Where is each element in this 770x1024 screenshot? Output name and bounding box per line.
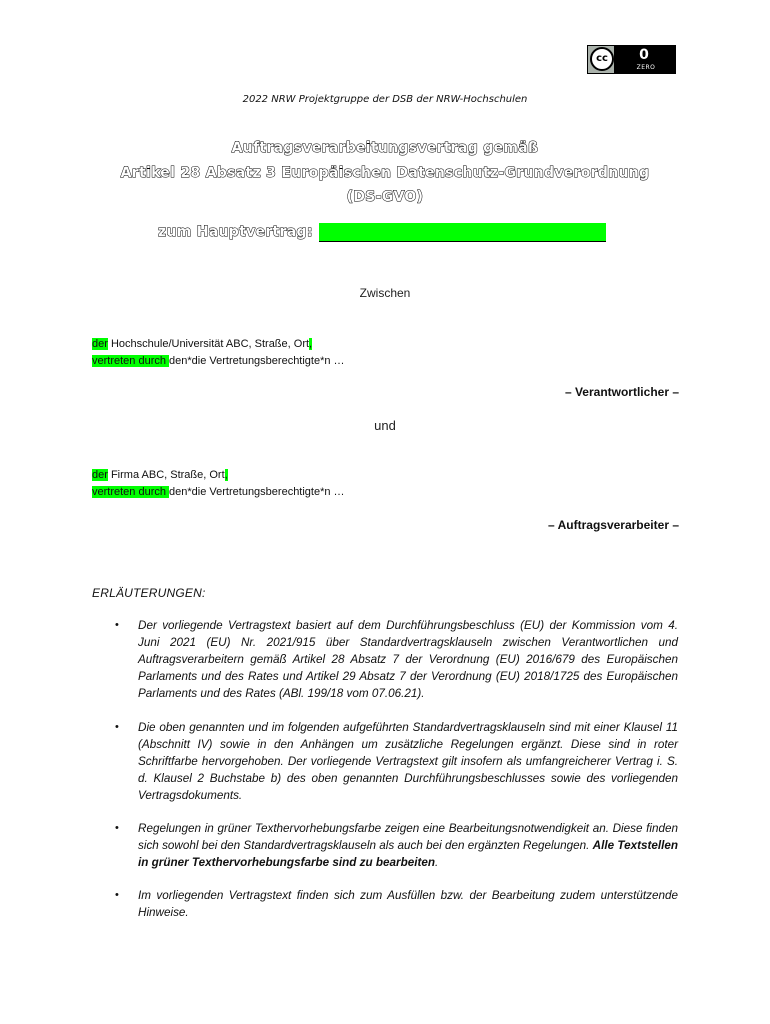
role-controller: – Verantwortlicher – (564, 385, 679, 399)
party-controller-line1 (92, 336, 345, 353)
list-item-text: Der vorliegende Vertragstext basiert auf dem Durchführungsbeschluss (EU) der Kommission vom 4. Juni 2021 (EU) Nr. 2021/915 über Standardvertragsklauseln zwischen Verantwortlichen und Auftragsverarbeitern gemäß Artikel 28 Absatz 7 der Verordnung (EU) 2016/679 des Europäischen Parlaments und des Rates und Artikel 29 Absatz 7 der Verordnung (EU) 2018/1725 des Europäischen Parlaments und des Rates (ABl. 199/18 vom 07.06.21). (138, 619, 678, 700)
list-item-text: Regelungen in grüner Texthervorhebungsfarbe zeigen eine Bearbeitungsnotwendigkeit an. Diese finden sich sowohl bei den Standardvertragsklauseln als auch bei den ergänzten Regelungen. (138, 822, 678, 852)
zero-icon: 0 (639, 47, 649, 63)
bullet-icon: • (115, 822, 119, 834)
party-controller-prefix[interactable]: der (92, 338, 108, 350)
erlaeuterungen-heading: ERLÄUTERUNGEN: (92, 586, 206, 600)
party-controller-rep: den*die Vertretungsberechtigte*n … (169, 355, 345, 367)
list-item-end: . (435, 856, 439, 869)
zero-label: ZERO (636, 64, 656, 71)
erlaeuterungen-list-4 (92, 887, 678, 921)
party-processor-name: Firma ABC, Straße, Ort (107, 469, 225, 481)
list-item-text: Im vorliegenden Vertragstext finden sich zum Ausfüllen bzw. der Bearbeitung zudem unterstützende Hinweise. (138, 889, 678, 919)
list-item-text: Die oben genannten und im folgenden aufgeführten Standardvertragsklauseln sind mit einer Klausel 11 (Abschnitt IV) sowie in den Anhängen um zusätzliche Regelungen ergänzt. Diese sind in roter Schriftfarbe hervorgehoben. Der vorliegende Vertragstext gilt insofern als umfangreicherer Vertrag i. S. d. Klausel 2 Buchstabe b) des oben genannten Durchführungsbeschlusses sowie des vorliegenden Vertragsdokuments. (138, 721, 678, 802)
hauptvertrag-field[interactable] (319, 223, 606, 242)
party-controller-comma: , (309, 338, 313, 350)
party-controller-rep-prefix[interactable]: vertreten durch (92, 355, 170, 367)
party-processor-line2 (92, 484, 345, 501)
bullet-icon: • (115, 619, 119, 631)
party-controller-line2 (92, 353, 345, 370)
bullet-icon: • (115, 889, 119, 901)
list-item (92, 820, 678, 871)
party-processor-rep: den*die Vertretungsberechtigte*n … (169, 486, 345, 498)
party-controller-name: Hochschule/Universität ABC, Straße, Ort (107, 338, 310, 350)
erlaeuterungen-list-3 (92, 820, 678, 871)
title-line-2: Artikel 28 Absatz 3 Europäischen Datenschutz-Grundverordnung (120, 165, 650, 181)
hauptvertrag-label: zum Hauptvertrag: (158, 224, 313, 240)
zwischen-label: Zwischen (359, 286, 411, 300)
list-item (92, 617, 678, 702)
und-label: und (374, 418, 396, 433)
role-processor: – Auftragsverarbeiter – (548, 518, 679, 532)
party-processor-line1 (92, 467, 345, 484)
party-processor-prefix[interactable]: der (92, 469, 108, 481)
bullet-icon: • (115, 721, 119, 733)
list-item-bold-text: Alle Textstellen in grüner Texthervorhebungsfarbe sind zu bearbeiten (138, 839, 678, 869)
document-header: 2022 NRW Projektgruppe der DSB der NRW-Hochschulen (242, 94, 528, 105)
party-processor-rep-prefix[interactable]: vertreten durch (92, 486, 170, 498)
cc-icon: cc (590, 47, 614, 71)
party-processor-comma: , (224, 469, 228, 481)
cc0-license-badge (587, 45, 676, 74)
party-processor (92, 467, 345, 501)
title-line-1: Auftragsverarbeitungsvertrag gemäß (231, 140, 539, 156)
party-controller (92, 336, 345, 370)
hauptvertrag-row (158, 222, 606, 242)
list-item (92, 887, 678, 921)
list-item (92, 719, 678, 804)
title-line-3: (DS-GVO) (346, 189, 424, 205)
erlaeuterungen-list-2 (92, 719, 678, 804)
erlaeuterungen-list-1 (92, 617, 678, 702)
